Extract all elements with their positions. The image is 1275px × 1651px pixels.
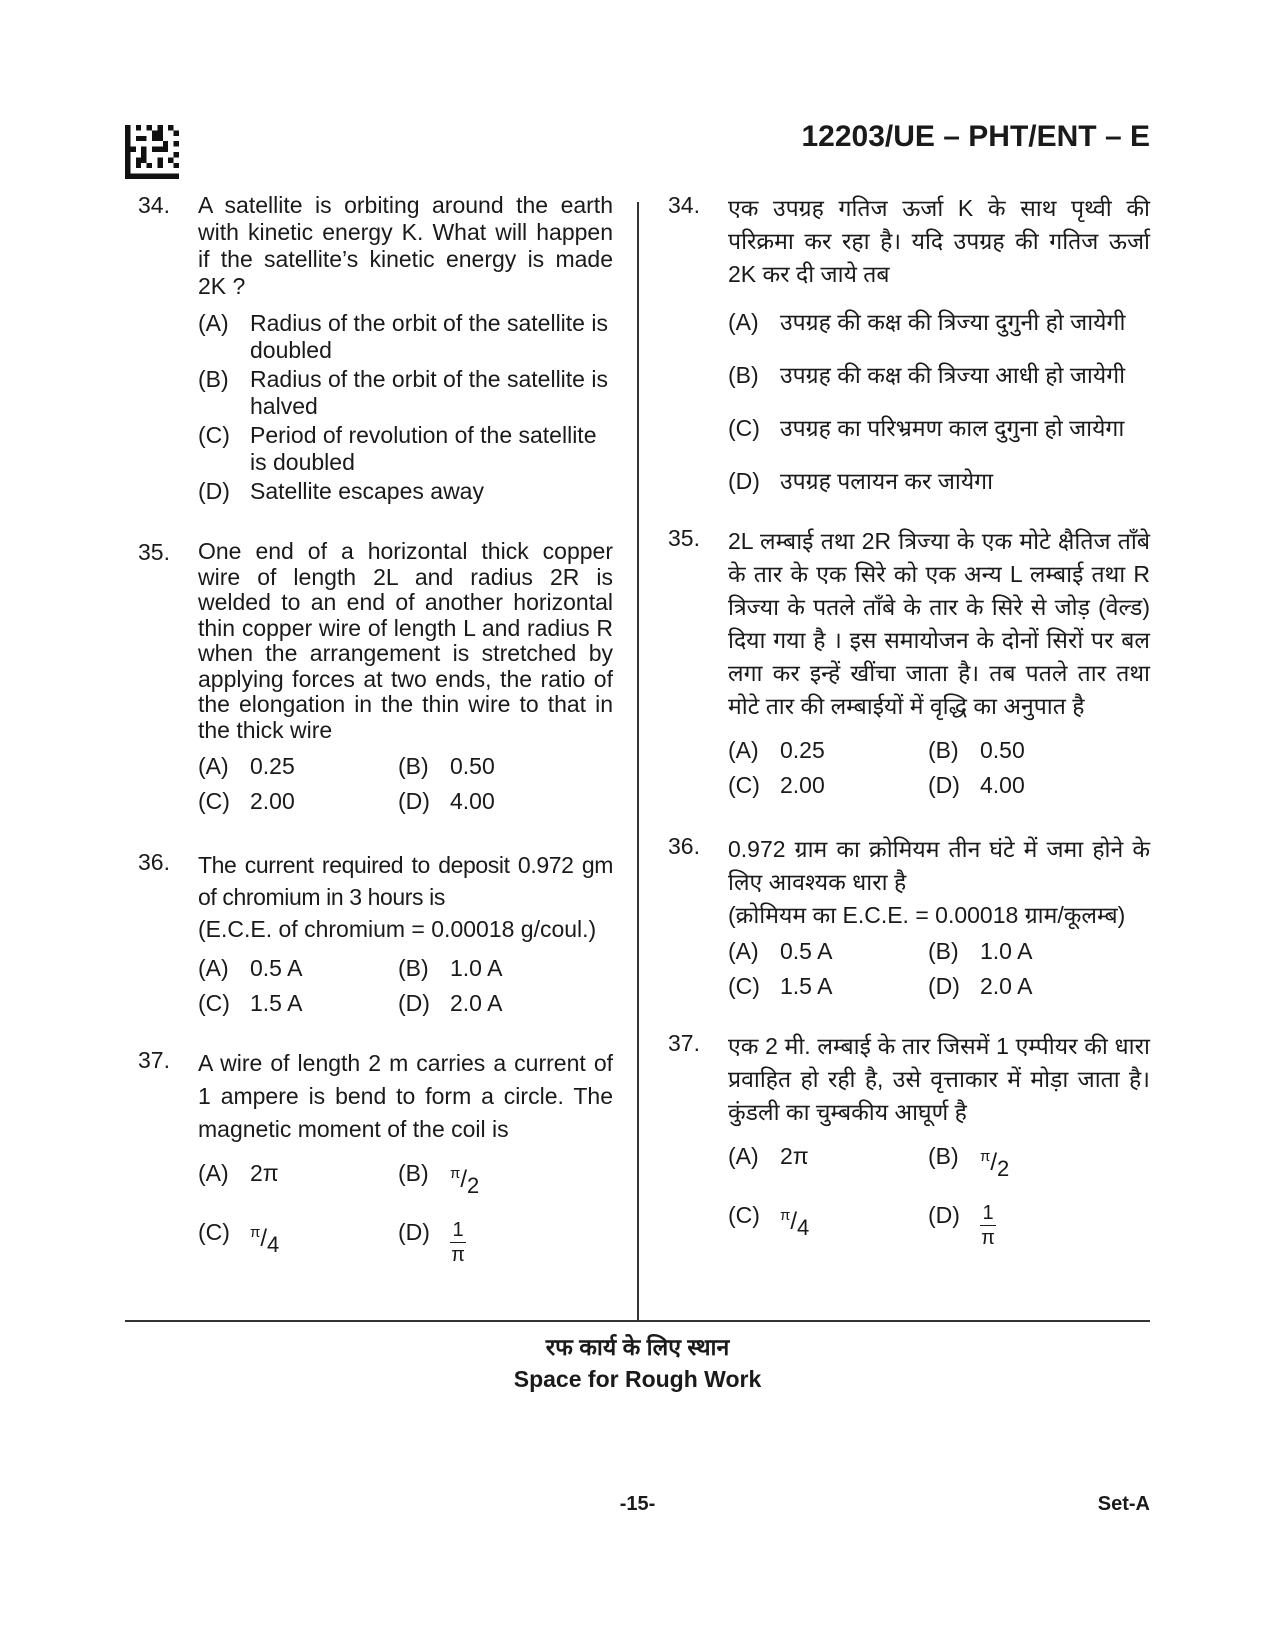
question-number: 37. [138,1047,170,1073]
option-d: (D) $\frac{1}{\pi}$ [928,1201,995,1250]
option-b: (B) उपग्रह की कक्ष की त्रिज्या आधी हो जायेगी [728,362,1126,388]
hindi-column [668,192,1150,1249]
option-b: (B) 0.50 [928,737,1025,763]
question-text: A satellite is orbiting around the earth with kinetic energy K. What will happen if the satellite’s kinetic energy is made 2K ? [198,192,613,299]
option-c: (C) Period of revolution of the satellite is doubled [198,422,597,475]
column-divider [637,202,639,1322]
option-c: (C) 1.5 A [728,973,833,999]
question-note: (क्रोमियम का E.C.E. = 0.00018 ग्राम/कूलम्ब) [728,902,1126,928]
question-34-en [138,192,613,505]
option-d: (D) 2.0 A [928,973,1033,999]
option-a: (A) Radius of the orbit of the satellite is doubled [198,310,608,363]
options-grid [198,1160,613,1266]
question-number: 35. [138,539,170,565]
option-a: (A) 0.5 A [198,955,303,981]
option-d: (D) $\frac{1}{\pi}$ [398,1218,465,1267]
option-a: (A) उपग्रह की कक्ष की त्रिज्या दुगुनी हो जायेगी [728,309,1126,335]
question-35-en [138,539,613,815]
question-number: 37. [668,1030,700,1056]
options-grid [728,737,1150,799]
option-c: (C) 1.5 A [198,990,303,1016]
rough-work-divider [125,1320,1150,1322]
question-37-hi [668,1030,1150,1249]
question-37-en [138,1047,613,1266]
option-d: (D) 4.00 [928,772,1025,798]
option-b: (B) Radius of the orbit of the satellite is halved [198,366,608,419]
question-number: 36. [668,833,700,859]
option-b: (B) $^\pi/_2$ [928,1143,1010,1181]
qr-code [125,125,179,179]
question-text: एक 2 मी. लम्बाई के तार जिसमें 1 एम्पीयर की धारा प्रवाहित हो रही है, उसे वृत्ताकार में मोड़ा जाता है। कुंडली का चुम्बकीय आघूर्ण है [728,1033,1150,1125]
option-d: (D) उपग्रह पलायन कर जायेगा [728,468,994,494]
question-text: The current required to deposit 0.972 gm of chromium in 3 hours is [198,852,613,910]
options-grid [728,1143,1150,1249]
option-c: (C) 2.00 [198,788,295,814]
option-c: (C) $^\pi/_4$ [728,1201,810,1240]
option-a: (A) 0.25 [198,753,295,779]
question-text: A wire of length 2 m carries a current of 1 ampere is bend to form a circle. The magnetic moment of the coil is [198,1050,613,1142]
question-35-hi [668,525,1150,799]
rough-work-label-hindi: रफ कार्य के लिए स्थान [545,1334,730,1360]
english-column [138,192,613,1266]
option-d: (D) Satellite escapes away [198,478,484,504]
option-b: (B) $^\pi/_2$ [398,1160,480,1198]
option-a: (A) 0.5 A [728,938,833,964]
set-label: Set-A [1097,1493,1150,1515]
document-code: 12203/UE – PHT/ENT – E [801,120,1150,153]
question-note: (E.C.E. of chromium = 0.00018 g/coul.) [198,916,597,942]
question-number: 35. [668,525,700,551]
options-grid [198,955,613,1017]
question-36-en [138,849,613,1017]
option-d: (D) 2.0 A [398,990,503,1016]
question-number: 34. [668,192,700,218]
question-text: One end of a horizontal thick copper wire of length 2L and radius 2R is welded to an end of another horizontal thin copper wire of length L and radius R when the arrangement is stretched by applying forces at two ends, the ratio of the elongation in the thin wire to that in the thick wire [198,538,613,743]
option-c: (C) उपग्रह का परिभ्रमण काल दुगुना हो जायेगा [728,415,1125,441]
option-a: (A) 2π [728,1143,809,1169]
option-a: (A) 2π [198,1160,279,1186]
option-b: (B) 1.0 A [398,955,503,981]
option-c: (C) 2.00 [728,772,825,798]
rough-work-label: Space for Rough Work [513,1366,762,1392]
options-grid [728,938,1150,1000]
option-c: (C) $^\pi/_4$ [198,1218,280,1257]
question-number: 34. [138,192,170,218]
question-text: 0.972 ग्राम का क्रोमियम तीन घंटे में जमा होने के लिए आवश्यक धारा है [728,836,1150,895]
question-number: 36. [138,849,170,875]
question-text: 2L लम्बाई तथा 2R त्रिज्या के एक मोटे क्षैतिज ताँबे के तार के एक सिरे को एक अन्य L लम्बाई तथा R त्रिज्या के पतले ताँबे के तार के सिरे से जोड़ (वेल्ड) दिया गया है । इस समायोजन के दोनों सिरों पर बल लगा कर इन्हें खींचा जाता है। तब पतले तार तथा मोटे तार की लम्बाईयों में वृद्धि का अनुपात है [728,528,1150,719]
option-b: (B) 0.50 [398,753,495,779]
question-text: एक उपग्रह गतिज ऊर्जा K के साथ पृथ्वी की परिक्रमा कर रहा है। यदि उपग्रह की गतिज ऊर्जा 2K कर दी जाये तब [728,195,1150,287]
question-34-hi [668,192,1150,495]
question-36-hi [668,833,1150,1000]
page-number: -15- [619,1493,656,1515]
option-a: (A) 0.25 [728,737,825,763]
option-d: (D) 4.00 [398,788,495,814]
option-b: (B) 1.0 A [928,938,1033,964]
options-grid [198,753,613,815]
